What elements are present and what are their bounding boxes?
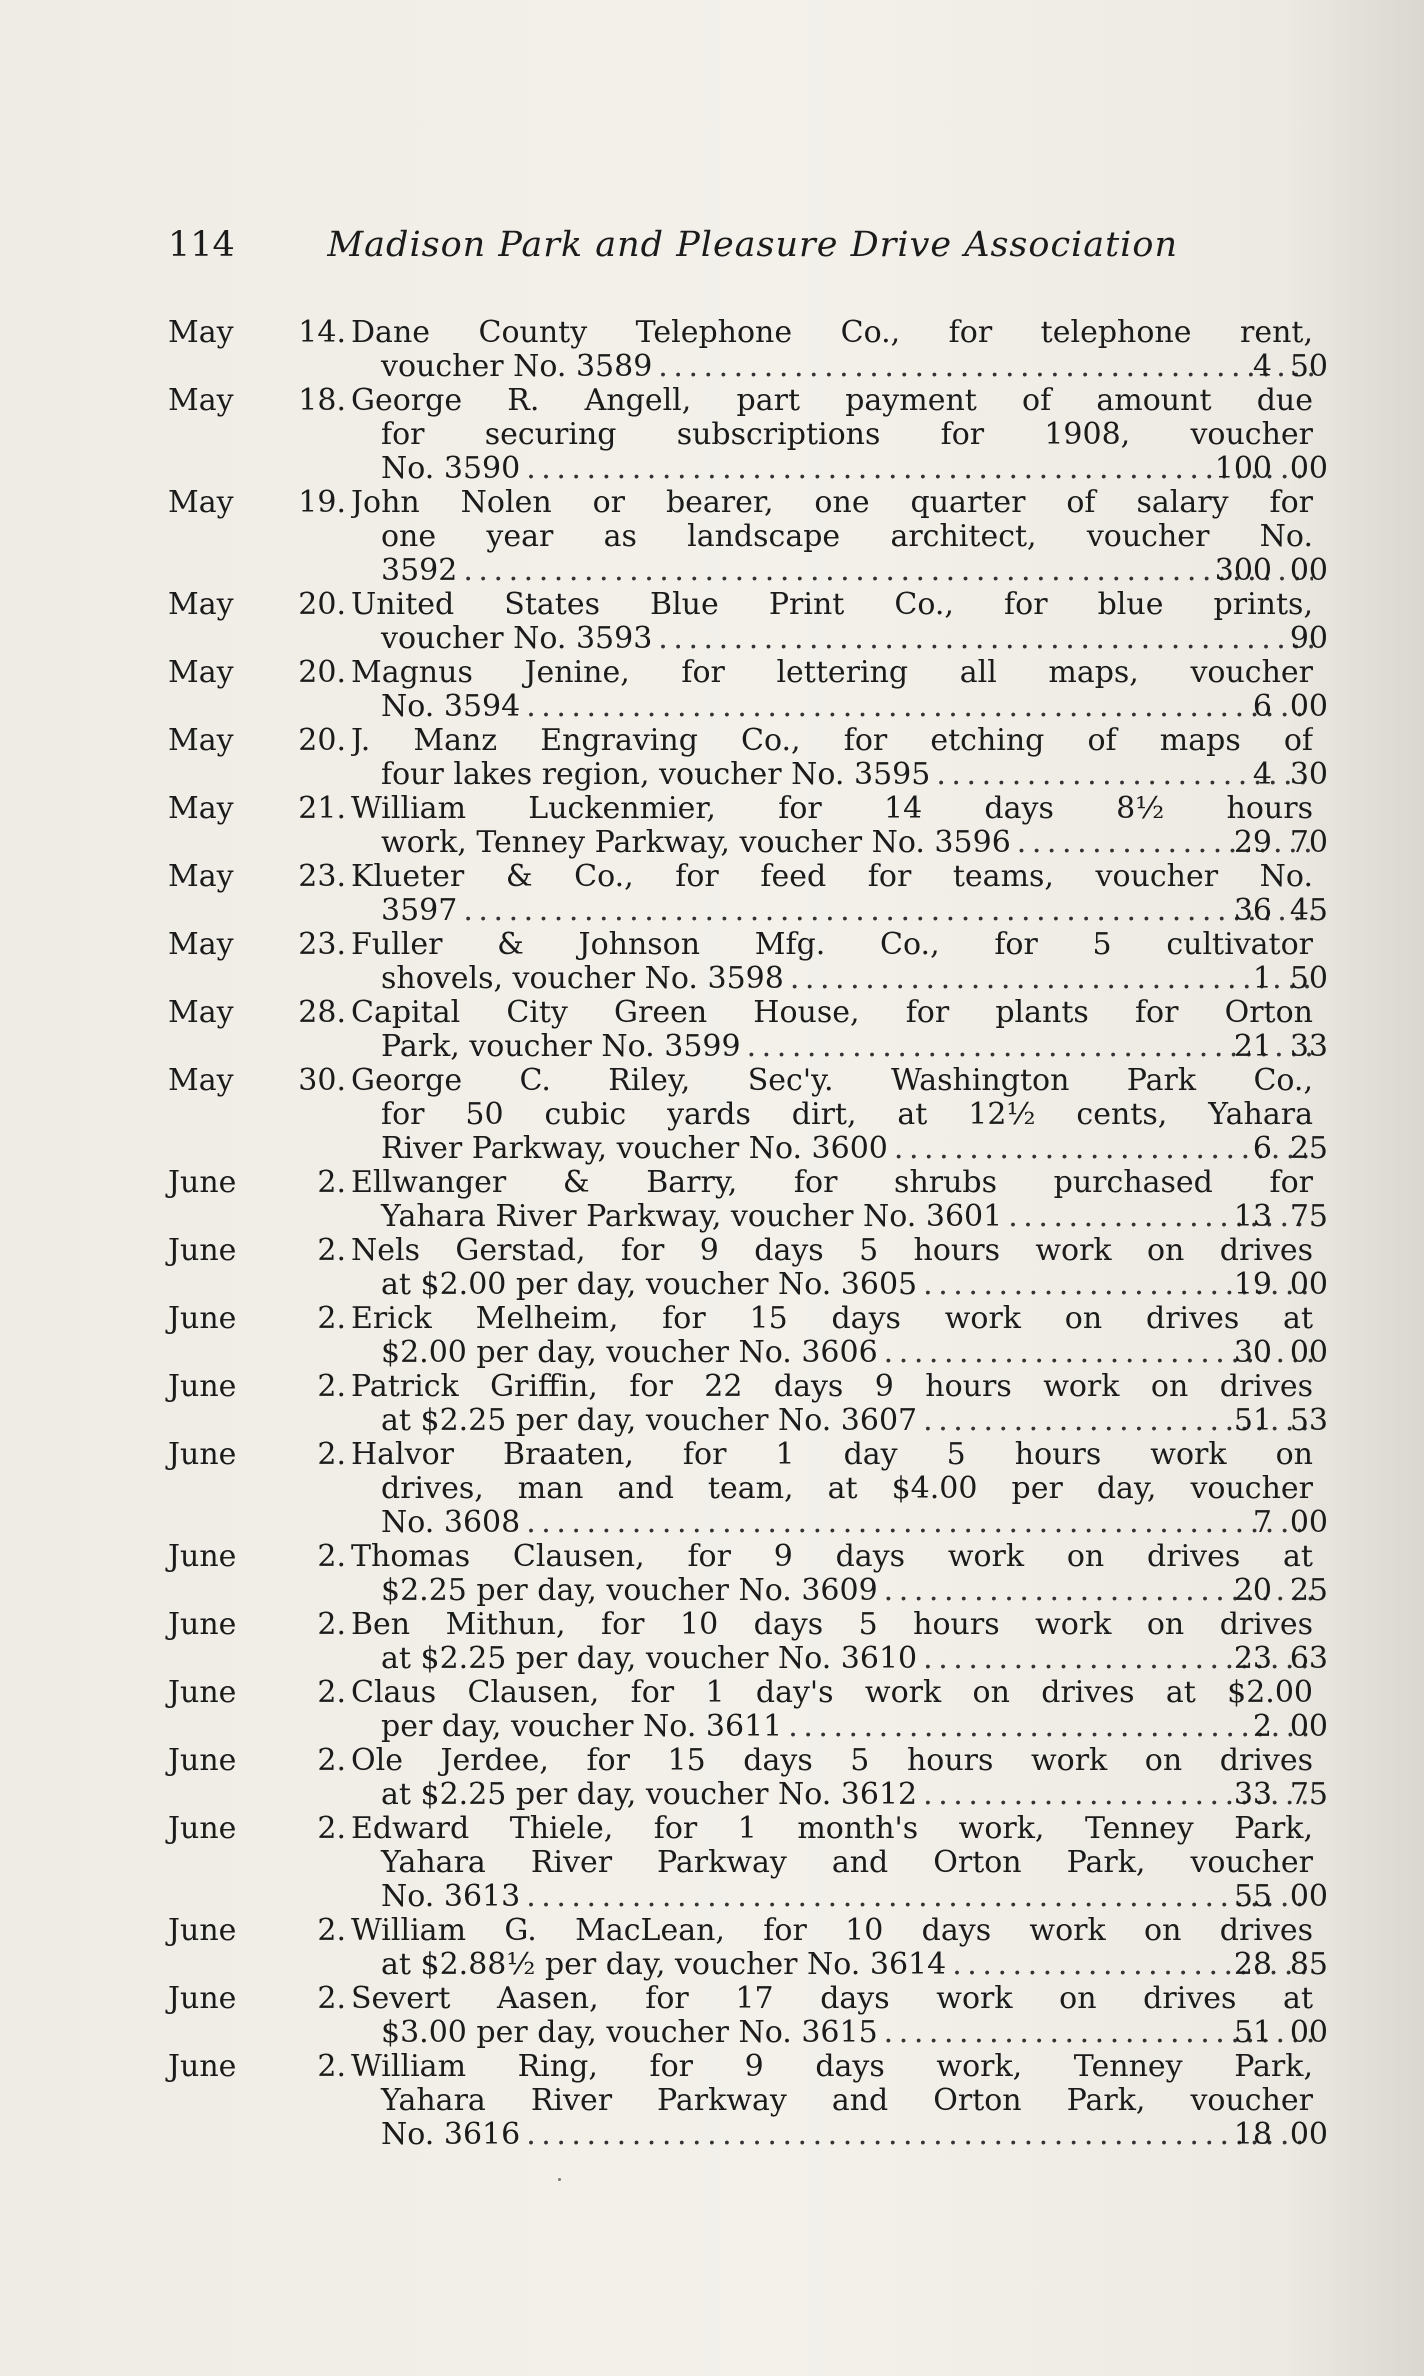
entry-amount xyxy=(1168,1948,1328,1982)
entry-description xyxy=(351,588,1313,656)
entry-description xyxy=(351,1302,1313,1370)
entry-description xyxy=(351,996,1313,1064)
amount-cents: 00 xyxy=(1289,1709,1328,1744)
entry-day: 2. xyxy=(317,1165,346,1200)
entry-month: May xyxy=(168,1063,234,1098)
amount-dollars: 33 xyxy=(1233,1777,1272,1812)
entry-line: J. Manz Engraving Co., for etching of maps of xyxy=(351,724,1313,758)
amount-cents: 25 xyxy=(1289,1131,1328,1166)
entry-line: drives, man and team, at $4.00 per day, voucher xyxy=(381,1472,1313,1506)
entry-line: No. 3616 xyxy=(381,2117,521,2152)
entry-amount xyxy=(1168,826,1328,860)
entry-amount xyxy=(1168,894,1328,928)
entry-line: Yahara River Parkway and Orton Park, voucher xyxy=(381,2084,1313,2118)
expense-ledger xyxy=(168,316,1328,2152)
entry-month: May xyxy=(168,655,234,690)
entry-line: Yahara River Parkway and Orton Park, voucher xyxy=(381,1846,1313,1880)
amount-dollars: 20 xyxy=(1233,1573,1272,1608)
entry-month: May xyxy=(168,995,234,1030)
ledger-entry xyxy=(168,860,1328,928)
amount-dollars: 1 xyxy=(1252,961,1272,996)
amount-dollars: 300 xyxy=(1214,553,1272,588)
entry-line: 3592 xyxy=(381,553,458,588)
entry-amount xyxy=(1168,758,1328,792)
entry-day: 14. xyxy=(298,315,346,350)
amount-cents: 00 xyxy=(1289,451,1328,486)
page-header xyxy=(168,225,1178,275)
amount-dollars: 100 xyxy=(1214,451,1272,486)
amount-dollars: 30 xyxy=(1233,1335,1272,1370)
entry-day: 2. xyxy=(317,1913,346,1948)
ledger-entry xyxy=(168,1370,1328,1438)
entry-line: Severt Aasen, for 17 days work on drives at xyxy=(351,1982,1313,2016)
ledger-entry xyxy=(168,1676,1328,1744)
amount-cents: 70 xyxy=(1289,825,1328,860)
entry-line: for 50 cubic yards dirt, at 12½ cents, Yahara xyxy=(381,1098,1313,1132)
amount-cents: 33 xyxy=(1289,1029,1328,1064)
ledger-entry xyxy=(168,1744,1328,1812)
entry-description xyxy=(351,1540,1313,1608)
entry-day: 2. xyxy=(317,1743,346,1778)
entry-description xyxy=(351,1064,1313,1166)
entry-line: voucher No. 3593 xyxy=(381,621,653,656)
entry-description xyxy=(351,316,1313,384)
entry-amount xyxy=(1168,1506,1328,1540)
entry-day: 2. xyxy=(317,1369,346,1404)
entry-day: 2. xyxy=(317,1301,346,1336)
entry-line: Park, voucher No. 3599 xyxy=(381,1029,741,1064)
entry-month: May xyxy=(168,927,234,962)
ledger-entry xyxy=(168,1234,1328,1302)
entry-line: Erick Melheim, for 15 days work on drives at xyxy=(351,1302,1313,1336)
ledger-entry xyxy=(168,1812,1328,1914)
page-number: 114 xyxy=(168,225,235,265)
ledger-entry xyxy=(168,1166,1328,1234)
entry-day: 2. xyxy=(317,1437,346,1472)
amount-dollars: 36 xyxy=(1233,893,1272,928)
amount-dollars: 29 xyxy=(1233,825,1272,860)
amount-cents: 00 xyxy=(1289,689,1328,724)
entry-line: Edward Thiele, for 1 month's work, Tenney Park, xyxy=(351,1812,1313,1846)
running-title: Madison Park and Pleasure Drive Association xyxy=(327,225,1178,265)
entry-line: No. 3594 xyxy=(381,689,521,724)
entry-month: May xyxy=(168,791,234,826)
amount-dollars: 7 xyxy=(1252,1505,1272,1540)
entry-description xyxy=(351,486,1313,588)
entry-line: at $2.25 per day, voucher No. 3610 xyxy=(381,1641,918,1676)
entry-description xyxy=(351,1676,1313,1744)
entry-description xyxy=(351,2050,1313,2152)
entry-day: 2. xyxy=(317,1675,346,1710)
entry-description xyxy=(351,1812,1313,1914)
entry-description xyxy=(351,1234,1313,1302)
amount-cents: 75 xyxy=(1289,1777,1328,1812)
entry-day: 28. xyxy=(298,995,346,1030)
entry-day: 2. xyxy=(317,1811,346,1846)
entry-day: 2. xyxy=(317,1981,346,2016)
ledger-entry xyxy=(168,588,1328,656)
entry-line: William Luckenmier, for 14 days 8½ hours xyxy=(351,792,1313,826)
ledger-entry xyxy=(168,2050,1328,2152)
amount-dollars: 4 xyxy=(1252,757,1272,792)
amount-cents: 00 xyxy=(1289,2117,1328,2152)
entry-month: June xyxy=(168,1165,237,1200)
amount-cents: 00 xyxy=(1289,553,1328,588)
amount-cents: 53 xyxy=(1289,1403,1328,1438)
entry-line: United States Blue Print Co., for blue prints, xyxy=(351,588,1313,622)
amount-dollars: 23 xyxy=(1233,1641,1272,1676)
entry-month: June xyxy=(168,1301,237,1336)
entry-line: George R. Angell, part payment of amount due xyxy=(351,384,1313,418)
entry-line: Claus Clausen, for 1 day's work on drives at $2.00 xyxy=(351,1676,1313,1710)
ledger-entry xyxy=(168,1982,1328,2050)
entry-line: No. 3608 xyxy=(381,1505,521,1540)
amount-cents: 30 xyxy=(1289,757,1328,792)
entry-line: work, Tenney Parkway, voucher No. 3596 xyxy=(381,825,1011,860)
entry-line: John Nolen or bearer, one quarter of salary for xyxy=(351,486,1313,520)
ledger-entry xyxy=(168,1064,1328,1166)
amount-cents: 75 xyxy=(1289,1199,1328,1234)
entry-amount xyxy=(1168,1778,1328,1812)
entry-line: shovels, voucher No. 3598 xyxy=(381,961,784,996)
entry-amount xyxy=(1168,1642,1328,1676)
entry-day: 2. xyxy=(317,2049,346,2084)
amount-cents: 63 xyxy=(1289,1641,1328,1676)
entry-month: May xyxy=(168,315,234,350)
entry-day: 2. xyxy=(317,1233,346,1268)
entry-description xyxy=(351,792,1313,860)
ledger-entry xyxy=(168,996,1328,1064)
entry-day: 30. xyxy=(298,1063,346,1098)
entry-day: 20. xyxy=(298,723,346,758)
entry-month: June xyxy=(168,1675,237,1710)
entry-month: May xyxy=(168,383,234,418)
entry-line: at $2.25 per day, voucher No. 3607 xyxy=(381,1403,918,1438)
ledger-entry xyxy=(168,656,1328,724)
entry-description xyxy=(351,384,1313,486)
amount-cents: 45 xyxy=(1289,893,1328,928)
entry-amount xyxy=(1168,350,1328,384)
ledger-entry xyxy=(168,1302,1328,1370)
entry-description xyxy=(351,1608,1313,1676)
amount-dollars: 2 xyxy=(1252,1709,1272,1744)
entry-month: June xyxy=(168,1743,237,1778)
ledger-entry xyxy=(168,1914,1328,1982)
entry-month: June xyxy=(168,1233,237,1268)
entry-amount xyxy=(1168,1268,1328,1302)
entry-month: June xyxy=(168,1369,237,1404)
entry-amount xyxy=(1168,2118,1328,2152)
entry-description xyxy=(351,1914,1313,1982)
entry-month: June xyxy=(168,1981,237,2016)
entry-amount xyxy=(1168,1574,1328,1608)
entry-month: June xyxy=(168,1437,237,1472)
entry-line: No. 3613 xyxy=(381,1879,521,1914)
entry-day: 18. xyxy=(298,383,346,418)
amount-cents: 00 xyxy=(1289,2015,1328,2050)
entry-month: June xyxy=(168,1811,237,1846)
entry-month: May xyxy=(168,485,234,520)
amount-cents: 00 xyxy=(1289,1335,1328,1370)
entry-line: $2.25 per day, voucher No. 3609 xyxy=(381,1573,878,1608)
entry-line: $3.00 per day, voucher No. 3615 xyxy=(381,2015,878,2050)
entry-amount xyxy=(1168,554,1328,588)
amount-dollars xyxy=(1182,622,1272,656)
entry-line: Dane County Telephone Co., for telephone rent, xyxy=(351,316,1313,350)
entry-line: Capital City Green House, for plants for Orton xyxy=(351,996,1313,1030)
entry-line: four lakes region, voucher No. 3595 xyxy=(381,757,931,792)
entry-day: 21. xyxy=(298,791,346,826)
entry-amount xyxy=(1168,1336,1328,1370)
entry-line: per day, voucher No. 3611 xyxy=(381,1709,783,1744)
entry-month: June xyxy=(168,2049,237,2084)
ledger-entry xyxy=(168,1608,1328,1676)
entry-line: Ben Mithun, for 10 days 5 hours work on drives xyxy=(351,1608,1313,1642)
entry-line: Thomas Clausen, for 9 days work on drives at xyxy=(351,1540,1313,1574)
entry-line: Patrick Griffin, for 22 days 9 hours work on drives xyxy=(351,1370,1313,1404)
entry-description xyxy=(351,928,1313,996)
ledger-entry xyxy=(168,928,1328,996)
entry-description xyxy=(351,1744,1313,1812)
amount-dollars: 6 xyxy=(1252,689,1272,724)
entry-day: 19. xyxy=(298,485,346,520)
entry-line: Yahara River Parkway, voucher No. 3601 xyxy=(381,1199,1003,1234)
entry-line: William G. MacLean, for 10 days work on drives xyxy=(351,1914,1313,1948)
entry-description xyxy=(351,1982,1313,2050)
ledger-entry xyxy=(168,1540,1328,1608)
entry-line: at $2.25 per day, voucher No. 3612 xyxy=(381,1777,918,1812)
entry-line: for securing subscriptions for 1908, voucher xyxy=(381,418,1313,452)
entry-line: No. 3590 xyxy=(381,451,521,486)
entry-day: 2. xyxy=(317,1607,346,1642)
entry-amount xyxy=(1168,1200,1328,1234)
entry-day: 23. xyxy=(298,859,346,894)
amount-dollars: 28 xyxy=(1233,1947,1272,1982)
ledger-entry xyxy=(168,384,1328,486)
entry-description xyxy=(351,860,1313,928)
amount-cents: 25 xyxy=(1289,1573,1328,1608)
entry-amount xyxy=(1168,622,1328,656)
entry-description xyxy=(351,724,1313,792)
amount-cents: 90 xyxy=(1289,621,1328,656)
entry-line: at $2.88½ per day, voucher No. 3614 xyxy=(381,1947,947,1982)
entry-amount xyxy=(1168,962,1328,996)
entry-line: George C. Riley, Sec'y. Washington Park Co., xyxy=(351,1064,1313,1098)
entry-month: May xyxy=(168,859,234,894)
entry-amount xyxy=(1168,1710,1328,1744)
ledger-entry xyxy=(168,724,1328,792)
entry-amount xyxy=(1168,1880,1328,1914)
amount-cents: 50 xyxy=(1289,961,1328,996)
entry-line: William Ring, for 9 days work, Tenney Park, xyxy=(351,2050,1313,2084)
entry-line: River Parkway, voucher No. 3600 xyxy=(381,1131,888,1166)
entry-amount xyxy=(1168,690,1328,724)
amount-dollars: 13 xyxy=(1233,1199,1272,1234)
ledger-entry xyxy=(168,792,1328,860)
entry-month: May xyxy=(168,587,234,622)
amount-dollars: 55 xyxy=(1233,1879,1272,1914)
ledger-entry xyxy=(168,316,1328,384)
entry-amount xyxy=(1168,1404,1328,1438)
entry-line: Ole Jerdee, for 15 days 5 hours work on drives xyxy=(351,1744,1313,1778)
entry-line: at $2.00 per day, voucher No. 3605 xyxy=(381,1267,918,1302)
ledger-entry xyxy=(168,1438,1328,1540)
entry-month: June xyxy=(168,1913,237,1948)
amount-cents: 00 xyxy=(1289,1879,1328,1914)
entry-line: $2.00 per day, voucher No. 3606 xyxy=(381,1335,878,1370)
amount-dollars: 19 xyxy=(1233,1267,1272,1302)
entry-description xyxy=(351,1370,1313,1438)
entry-amount xyxy=(1168,1132,1328,1166)
entry-line: 3597 xyxy=(381,893,458,928)
entry-line: Nels Gerstad, for 9 days 5 hours work on drives xyxy=(351,1234,1313,1268)
entry-line: one year as landscape architect, voucher No. xyxy=(381,520,1313,554)
entry-line: Halvor Braaten, for 1 day 5 hours work on xyxy=(351,1438,1313,1472)
entry-description xyxy=(351,656,1313,724)
entry-line: Magnus Jenine, for lettering all maps, voucher xyxy=(351,656,1313,690)
amount-dollars: 6 xyxy=(1252,1131,1272,1166)
entry-line: Ellwanger & Barry, for shrubs purchased for xyxy=(351,1166,1313,1200)
amount-dollars: 18 xyxy=(1233,2117,1272,2152)
entry-description xyxy=(351,1438,1313,1540)
stray-mark xyxy=(558,2178,561,2181)
amount-dollars: 51 xyxy=(1233,2015,1272,2050)
entry-day: 20. xyxy=(298,655,346,690)
entry-amount xyxy=(1168,2016,1328,2050)
entry-month: June xyxy=(168,1539,237,1574)
entry-line: Klueter & Co., for feed for teams, voucher No. xyxy=(351,860,1313,894)
entry-amount xyxy=(1168,1030,1328,1064)
amount-cents: 00 xyxy=(1289,1505,1328,1540)
amount-cents: 85 xyxy=(1289,1947,1328,1982)
entry-description xyxy=(351,1166,1313,1234)
entry-day: 20. xyxy=(298,587,346,622)
entry-month: June xyxy=(168,1607,237,1642)
entry-day: 2. xyxy=(317,1539,346,1574)
entry-month: May xyxy=(168,723,234,758)
entry-amount xyxy=(1168,452,1328,486)
entry-day: 23. xyxy=(298,927,346,962)
ledger-entry xyxy=(168,486,1328,588)
entry-line: Fuller & Johnson Mfg. Co., for 5 cultivator xyxy=(351,928,1313,962)
amount-dollars: 51 xyxy=(1233,1403,1272,1438)
amount-cents: 00 xyxy=(1289,1267,1328,1302)
amount-dollars: 4 xyxy=(1252,349,1272,384)
amount-dollars: 21 xyxy=(1233,1029,1272,1064)
amount-cents: 50 xyxy=(1289,349,1328,384)
entry-line: voucher No. 3589 xyxy=(381,349,653,384)
